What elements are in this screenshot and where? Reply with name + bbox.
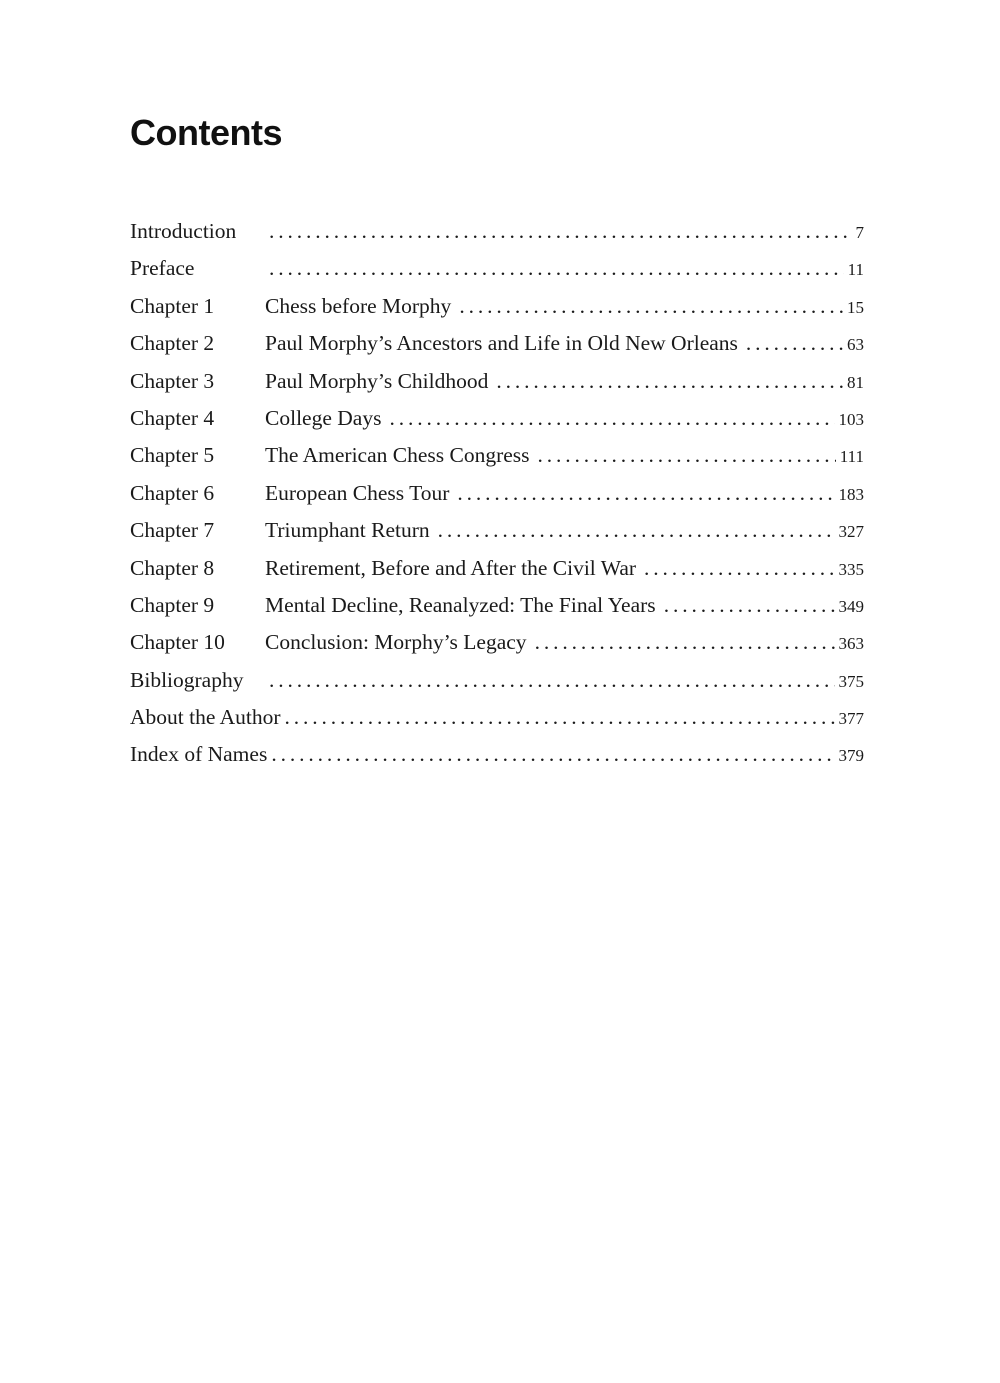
toc-entry-label: Chapter 2 [130, 331, 215, 356]
dot-leader [459, 288, 843, 325]
toc-page-number: 327 [838, 522, 864, 542]
toc-page-number: 103 [838, 409, 864, 429]
toc-page-number: 15 [847, 297, 864, 317]
toc-entry-label: Introduction [130, 219, 237, 243]
toc-page-number: 375 [838, 671, 864, 691]
toc-entry-label: Chapter 1 [130, 293, 215, 318]
dot-leader [269, 213, 852, 250]
toc-entry-title: The American Chess Congress [265, 443, 530, 468]
toc-entry-index-of-names[interactable] [130, 736, 864, 773]
toc-entry-chapter-7[interactable] [130, 512, 864, 549]
toc-entry-label: Preface [130, 256, 195, 281]
toc-page-number: 377 [838, 709, 864, 729]
dot-leader [496, 363, 843, 400]
toc-entry-label: About the Author [130, 705, 281, 730]
dot-leader [269, 662, 835, 699]
dot-leader [457, 475, 834, 512]
toc-entry-label: Chapter 10 [130, 630, 225, 655]
toc-entry-title: Retirement, Before and After the Civil War [265, 555, 637, 580]
toc-page-number: 349 [838, 596, 864, 616]
dot-leader [535, 624, 835, 661]
toc-entry-chapter-5[interactable] [130, 437, 864, 474]
toc-entry-introduction[interactable] [130, 213, 864, 250]
toc-entry-title: Mental Decline, Reanalyzed: The Final Years [265, 592, 656, 617]
page-title: Contents [130, 112, 282, 153]
toc-page-number: 7 [855, 223, 864, 242]
toc-entry-title: College Days [265, 405, 382, 430]
toc-entry-label: Index of Names [130, 742, 268, 767]
toc-entry-label: Chapter 8 [130, 555, 215, 580]
toc-page-number: 81 [847, 372, 864, 392]
toc-entry-title: Chess before Morphy [265, 293, 452, 318]
toc-entry-label: Chapter 7 [130, 518, 215, 543]
toc-entry-chapter-9[interactable] [130, 587, 864, 624]
toc-page-number: 11 [847, 260, 864, 280]
dot-leader [664, 587, 835, 624]
toc-entry-chapter-1[interactable] [130, 288, 864, 325]
toc-entry-chapter-4[interactable] [130, 400, 864, 437]
toc-entry-title: European Chess Tour [265, 480, 450, 505]
toc-entry-label: Chapter 4 [130, 405, 215, 430]
toc-entry-preface[interactable] [130, 250, 864, 287]
toc-entry-label: Chapter 5 [130, 443, 215, 468]
dot-leader [269, 250, 844, 287]
toc-entry-title: Conclusion: Morphy’s Legacy [265, 630, 527, 655]
toc-entry-title: Triumphant Return [265, 518, 430, 543]
toc-page-number: 379 [838, 746, 864, 766]
toc-entry-chapter-6[interactable] [130, 475, 864, 512]
toc-entry-title: Paul Morphy’s Ancestors and Life in Old New Orleans [265, 331, 738, 356]
toc-entry-chapter-8[interactable] [130, 550, 864, 587]
toc-entry-label: Chapter 9 [130, 592, 215, 617]
toc-entry-bibliography[interactable] [130, 662, 864, 699]
toc-page-number: 111 [839, 447, 864, 467]
table-of-contents [130, 213, 864, 774]
toc-page-number: 335 [838, 559, 864, 579]
toc-entry-label: Bibliography [130, 667, 244, 692]
dot-leader [389, 400, 834, 437]
toc-page-number: 363 [838, 634, 864, 654]
toc-entry-label: Chapter 3 [130, 368, 215, 393]
dot-leader [285, 699, 835, 736]
toc-page-number: 183 [838, 484, 864, 504]
dot-leader [538, 437, 836, 474]
toc-entry-about-the-author[interactable] [130, 699, 864, 736]
toc-page-number: 63 [847, 335, 864, 355]
toc-entry-chapter-2[interactable] [130, 325, 864, 362]
toc-entry-title: Paul Morphy’s Childhood [265, 368, 489, 393]
dot-leader [746, 325, 843, 362]
toc-entry-chapter-3[interactable] [130, 363, 864, 400]
dot-leader [271, 736, 834, 773]
toc-entry-chapter-10[interactable] [130, 624, 864, 661]
toc-entry-label: Chapter 6 [130, 480, 215, 505]
dot-leader [644, 550, 834, 587]
dot-leader [438, 512, 835, 549]
